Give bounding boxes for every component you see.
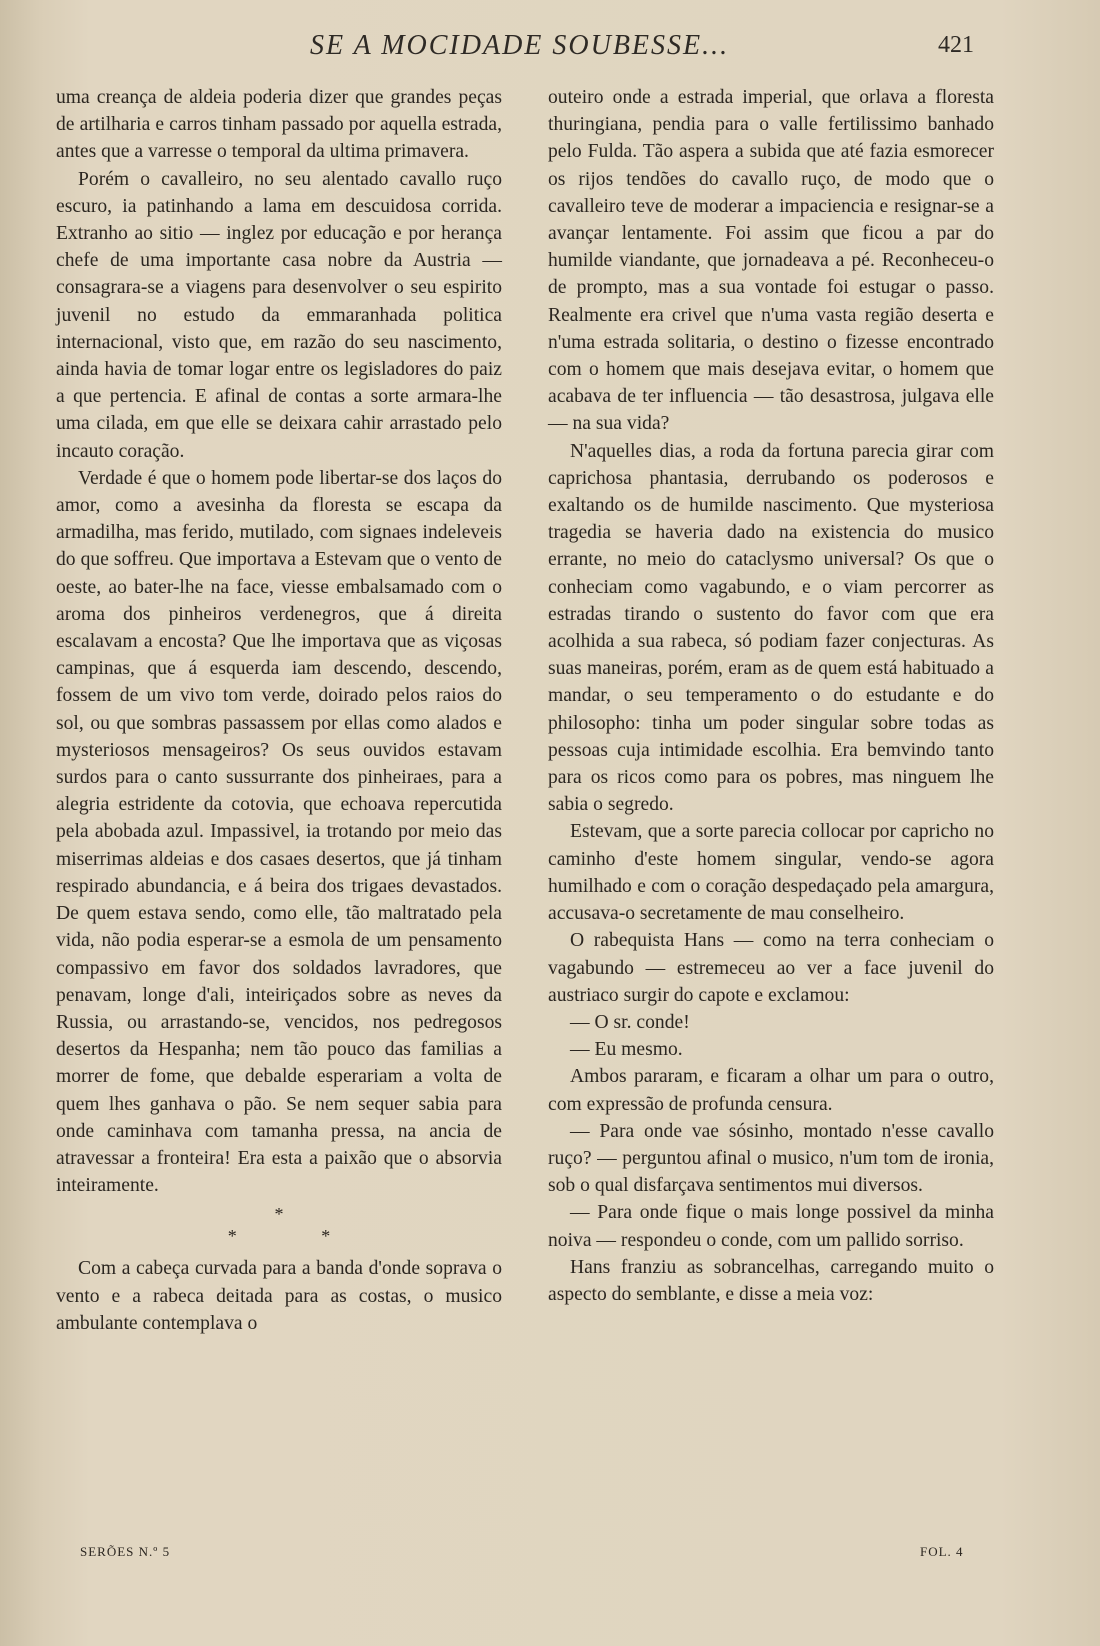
separator-star: * <box>274 1204 284 1225</box>
dialogue-line: — O sr. conde! <box>570 1011 690 1033</box>
paragraph: outeiro onde a estrada imperial, que orlava a floresta thuringiana, pendia para o valle fertilissimo banhado pelo Fulda. Tão aspera a subida que até fazia esmorecer os rijos tendões do cavallo ruço, de modo que o cavalleiro teve de moderar a impaciencia e resignar-se a avançar lentamente. Foi assim que ficou a par do humilde viandante, que jornadeava a pé. Reconheceu-o de prompto, mas a sua vontade foi estugar o passo. Realmente era crivel que n'uma vasta região deserta e n'uma estrada solitaria, o destino o fizesse encontrado com o homem que mais desejava evitar, o homem que acabava de ter influencia — tão desastrosa, julgava elle — na sua vida? <box>548 87 994 435</box>
paragraph: Ambos pararam, e ficaram a olhar um para o outro, com expressão de profunda censura. <box>548 1066 994 1115</box>
paragraph: Porém o cavalleiro, no seu alentado cavallo ruço escuro, ia patinhando a lama em descuidosa corrida. Extranho ao sitio — inglez por educação e por herança chefe de uma importante casa nobre da Austria — consagrara-se a viagens para desenvolver o seu espirito juvenil no estudo da emmaranhada politica internacional, visto que, em razão do seu nascimento, ainda havia de tomar logar entre os legisladores do paiz a que pertencia. E afinal de contas a sorte armara-lhe uma cilada, em que elle se deixara cahir arrastado pelo incauto coração. <box>56 168 502 462</box>
page-footer <box>0 1544 1100 1568</box>
dialogue-line: — Para onde fique o mais longe possivel da minha noiva — respondeu o conde, com um pallido sorriso. <box>548 1202 994 1251</box>
separator-stars: * * <box>227 1226 371 1247</box>
right-column <box>548 84 994 1308</box>
left-column <box>56 84 502 1337</box>
folio-mark: FOL. 4 <box>920 1544 964 1559</box>
page-number: 421 <box>938 32 974 58</box>
signature-mark: SERÕES N.º 5 <box>80 1544 171 1559</box>
paragraph: O rabequista Hans — como na terra conheciam o vagabundo — estremeceu ao ver a face juvenil do austriaco surgir do capote e exclamou: <box>548 930 994 1006</box>
paragraph: Estevam, que a sorte parecia collocar por capricho no caminho d'este homem singular, vendo-se agora humilhado e com o coração despedaçado pela amargura, accusava-o secretamente de mau conselheiro. <box>548 821 994 925</box>
paragraph: Verdade é que o homem pode libertar-se dos laços do amor, como a avesinha da floresta se escapa da armadilha, mas ferido, mutilado, com signaes indeleveis do que soffreu. Que importava a Estevam que o vento de oeste, ao bater-lhe na face, viesse embalsamado com o aroma dos pinheiros verdenegros, que á direita escalavam a encosta? Que lhe importava que as viçosas campinas, que á esquerda iam descendo, descendo, fossem de um vivo tom verde, doirado pelos raios do sol, ou que sombras passassem por ellas como alados e mysteriosos mensageiros? Os seus ouvidos estavam surdos para o canto sussurrante dos pinheiraes, para a alegria estridente da cotovia, que echoava repercutida pela abobada azul. Impassivel, ia trotando por meio das miserrimas aldeias e dos casaes desertos, que já tinham respirado abundancia, e á beira dos trigaes devastados. De quem estava sendo, como elle, tão maltratado pela vida, não podia esperar-se a esmola de um pensamento compassivo em favor dos soldados lavradores, que penavam, longe d'ali, inteiriçados sobre as neves da Russia, ou arrastando-se, vencidos, nos pedregosos desertos da Hespanha; nem tão pouco das familias a morrer de fome, que debalde esperariam a volta de quem lhes ganhava o pão. Se nem sequer sabia para onde caminhava com tamanha pressa, na ancia de atravessar a fronteira! Era esta a paixão que o absorvia inteiramente. <box>56 467 502 1197</box>
page-header <box>0 26 1100 66</box>
paragraph: Hans franziu as sobrancelhas, carregando muito o aspecto do semblante, e disse a meia voz: <box>548 1256 994 1305</box>
paragraph: uma creança de aldeia poderia dizer que grandes peças de artilharia e carros tinham passado por aquella estrada, antes que a varresse o temporal da ultima primavera. <box>56 87 502 163</box>
section-separator <box>56 1203 502 1247</box>
paragraph: N'aquelles dias, a roda da fortuna parecia girar com caprichosa phantasia, derrubando os poderosos e exaltando os de humilde nascimento. Que mysteriosa tragedia se haveria dado na existencia do musico errante, no meio do cataclysmo universal? Os que o conheciam como vagabundo, e o viam percorrer as estradas tirando o sustento do favor com que era acolhida a sua rabeca, só podiam fazer conjecturas. As suas maneiras, porém, eram as de quem está habituado a mandar, o seu temperamento o do estudante e do philosopho: tinha um poder singular sobre todas as pessoas cuja intimidade escolhia. Era bemvindo tanto para os ricos como para os pobres, mas ninguem lhe sabia o segredo. <box>548 440 994 816</box>
paragraph: Com a cabeça curvada para a banda d'onde soprava o vento e a rabeca deitada para as costas, o musico ambulante contemplava o <box>56 1258 502 1334</box>
dialogue-line: — Eu mesmo. <box>570 1039 683 1061</box>
running-title: SE A MOCIDADE SOUBESSE... <box>310 30 730 61</box>
dialogue-line: — Para onde vae sósinho, montado n'esse cavallo ruço? — perguntou afinal o musico, n'um tom de ironia, sob o qual disfarçava sentimentos mui diversos. <box>548 1120 994 1197</box>
